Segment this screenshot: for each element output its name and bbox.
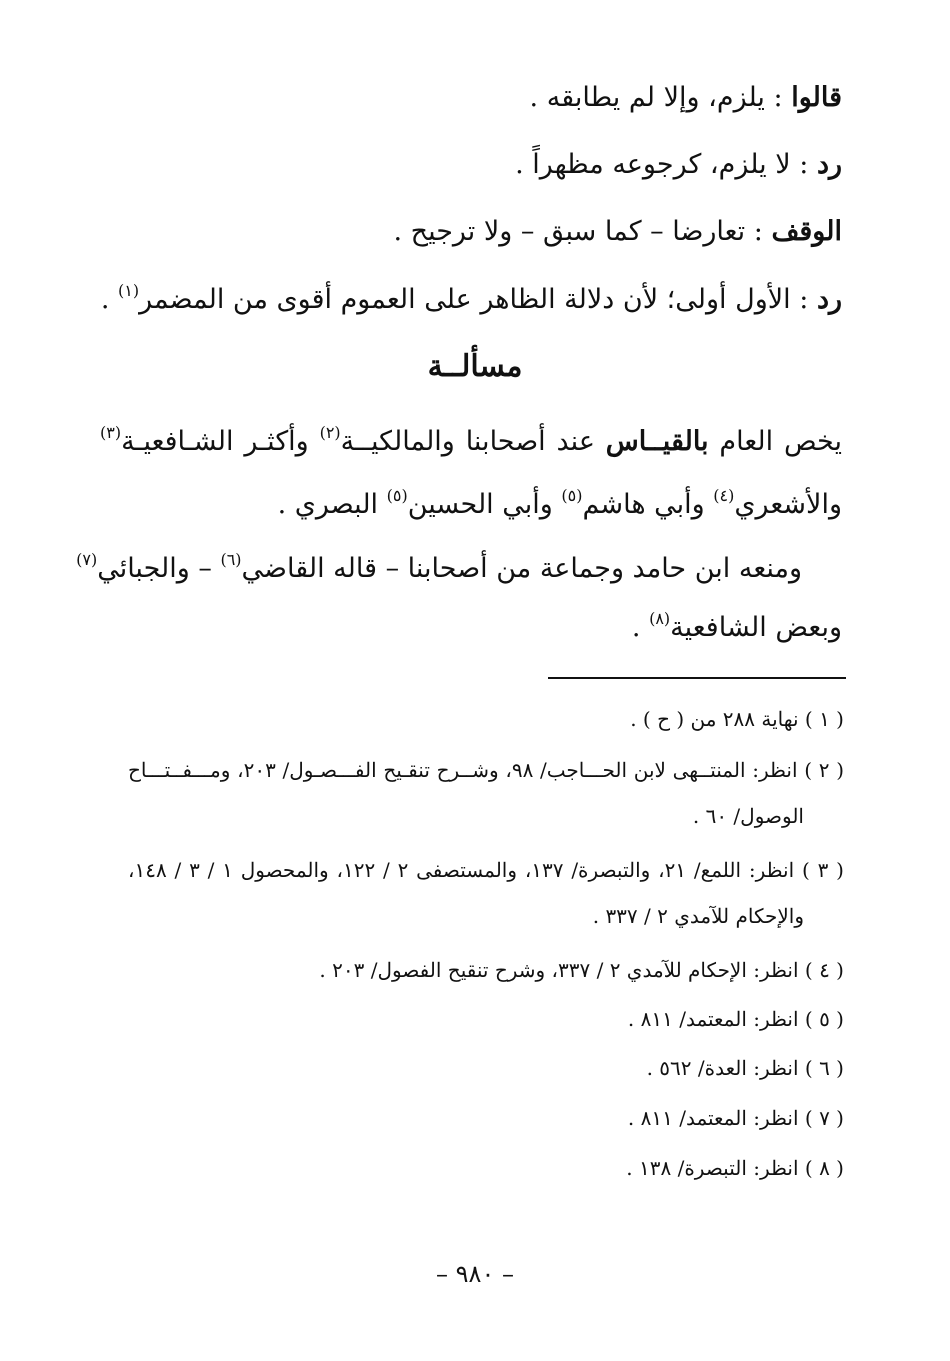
body-text: . — [631, 612, 650, 643]
footnote-3: ( ٣ ) انظر: اللمع/ ٢١، والتبصرة/ ١٣٧، والمستصفى ٢ / ١٢٢، والمحصول ١ / ٣ / ١٤٨، — [128, 858, 844, 882]
body-line-1 — [100, 78, 842, 118]
para2-line-1 — [76, 549, 802, 589]
footnote-8: ( ٨ ) انظر: التبصرة/ ١٣٨ . — [626, 1156, 844, 1180]
body-text: : لا يلزم، كرجوعه مظهراً . — [515, 149, 817, 180]
body-text: ومنعه ابن حامد وجماعة من أصحابنا – قاله القاضي — [241, 553, 802, 584]
body-text: : تعارضا – كما سبق – ولا ترجيح . — [393, 216, 772, 247]
body-text: : الأول أولى؛ لأن دلالة الظاهر على العموم أقوى من المضمر — [139, 284, 817, 315]
footnote-ref: (٥) — [386, 486, 408, 505]
body-text: وأبي الحسين — [407, 489, 562, 520]
term-label: الوقف — [771, 216, 842, 247]
footnote-ref: (٧) — [76, 550, 98, 569]
footnote-4: ( ٤ ) انظر: الإحكام للآمدي ٢ / ٣٣٧، وشرح تنقيح الفصول/ ٢٠٣ . — [319, 958, 844, 982]
term-label: قالوا — [791, 82, 842, 113]
body-text: البصري . — [277, 489, 387, 520]
footnote-ref: (٣) — [100, 423, 122, 442]
footnote-ref: (٥) — [561, 486, 583, 505]
footnote-ref: (٦) — [220, 550, 242, 569]
body-text: وأبي هاشم — [582, 489, 714, 520]
page-number: – ٩٨٠ – — [436, 1260, 514, 1288]
body-text: : يلزم، وإلا لم يطابقه . — [529, 82, 792, 113]
para1-line-1 — [100, 422, 842, 462]
body-line-4 — [100, 280, 842, 320]
body-text: – والجبائي — [97, 553, 221, 584]
body-line-3 — [100, 212, 842, 252]
body-line-2 — [100, 145, 842, 185]
footnote-ref: (٢) — [319, 423, 341, 442]
footnote-ref: (١) — [117, 281, 140, 300]
body-text: وبعض الشافعية — [670, 612, 842, 643]
term-label: رد — [816, 284, 842, 315]
section-heading: مسألــة — [427, 349, 523, 384]
footnote-ref: (٨) — [649, 609, 671, 628]
footnote-7: ( ٧ ) انظر: المعتمد/ ٨١١ . — [627, 1106, 844, 1130]
footnote-ref: (٤) — [713, 486, 735, 505]
footnote-6: ( ٦ ) انظر: العدة/ ٥٦٢ . — [646, 1056, 844, 1080]
para1-line-2 — [100, 485, 842, 525]
footnote-separator — [548, 677, 846, 679]
footnote-1: ( ١ ) نهاية ٢٨٨ من ( ح ) . — [630, 707, 844, 731]
body-text: عند أصحابنا والمالكيــة — [340, 426, 606, 457]
footnote-5: ( ٥ ) انظر: المعتمد/ ٨١١ . — [627, 1007, 844, 1031]
body-text: . — [100, 284, 118, 315]
term-label: رد — [816, 149, 842, 180]
footnote-2: ( ٢ ) انظر: المنتــهى لابن الحـــاجب/ ٩٨، وشــرح تنقـيح الفـــصـول/ ٢٠٣، ومـــفــتـــاح — [128, 758, 845, 782]
bold-term: بالقيــاس — [605, 426, 709, 457]
para2-line-2 — [100, 608, 842, 648]
body-text: وأكثـر الشـافعيـة — [121, 426, 320, 457]
body-text: يخص العام — [708, 426, 842, 457]
footnote-2-continued: الوصول/ ٦٠ . — [692, 804, 804, 828]
body-text: والأشعري — [734, 489, 842, 520]
footnote-3-continued: والإحكام للآمدي ٢ / ٣٣٧ . — [592, 904, 804, 928]
